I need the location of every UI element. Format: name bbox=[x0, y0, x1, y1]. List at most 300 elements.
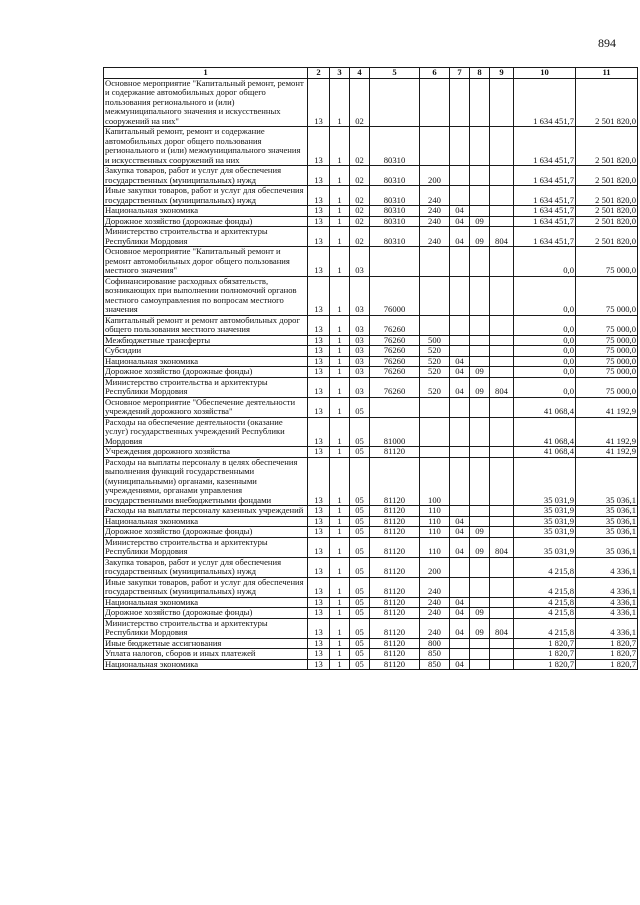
code-section: 13 bbox=[308, 417, 330, 447]
code-ministry bbox=[490, 638, 514, 649]
code-measure: 03 bbox=[350, 276, 370, 315]
code-section: 13 bbox=[308, 227, 330, 247]
amount-year-1: 1 634 451,7 bbox=[514, 78, 576, 127]
code-measure: 05 bbox=[350, 397, 370, 417]
code-chapter bbox=[450, 78, 470, 127]
code-measure: 05 bbox=[350, 577, 370, 597]
code-direction: 76000 bbox=[370, 276, 420, 315]
amount-year-2: 35 036,1 bbox=[576, 506, 638, 517]
table-row bbox=[104, 457, 638, 506]
code-section: 13 bbox=[308, 618, 330, 638]
table-row bbox=[104, 597, 638, 608]
amount-year-1: 1 634 451,7 bbox=[514, 227, 576, 247]
amount-year-2: 4 336,1 bbox=[576, 608, 638, 619]
amount-year-2: 41 192,9 bbox=[576, 447, 638, 458]
row-name: Основное мероприятие "Обеспечение деятельности учреждений дорожного хозяйства" bbox=[104, 397, 308, 417]
amount-year-1: 4 215,8 bbox=[514, 608, 576, 619]
code-expense-type: 100 bbox=[420, 457, 450, 506]
code-subsection bbox=[470, 78, 490, 127]
code-subprogram: 1 bbox=[330, 335, 350, 346]
code-subsection bbox=[470, 506, 490, 517]
code-subsection: 09 bbox=[470, 608, 490, 619]
code-subsection: 09 bbox=[470, 537, 490, 557]
amount-year-2: 2 501 820,0 bbox=[576, 78, 638, 127]
code-measure: 05 bbox=[350, 649, 370, 660]
code-direction: 81120 bbox=[370, 516, 420, 527]
code-expense-type: 200 bbox=[420, 166, 450, 186]
amount-year-1: 35 031,9 bbox=[514, 537, 576, 557]
amount-year-1: 1 634 451,7 bbox=[514, 127, 576, 166]
code-measure: 05 bbox=[350, 537, 370, 557]
code-ministry bbox=[490, 216, 514, 227]
row-name: Министерство строительства и архитектуры Республики Мордовия bbox=[104, 227, 308, 247]
table-row bbox=[104, 527, 638, 538]
amount-year-2: 2 501 820,0 bbox=[576, 127, 638, 166]
code-chapter: 04 bbox=[450, 367, 470, 378]
code-subprogram: 1 bbox=[330, 78, 350, 127]
code-subprogram: 1 bbox=[330, 276, 350, 315]
page-number: 894 bbox=[598, 36, 616, 50]
code-subprogram: 1 bbox=[330, 346, 350, 357]
amount-year-1: 0,0 bbox=[514, 247, 576, 277]
code-subprogram: 1 bbox=[330, 659, 350, 670]
code-chapter bbox=[450, 397, 470, 417]
code-ministry bbox=[490, 335, 514, 346]
code-measure: 05 bbox=[350, 608, 370, 619]
table-row bbox=[104, 447, 638, 458]
code-section: 13 bbox=[308, 206, 330, 217]
amount-year-1: 1 634 451,7 bbox=[514, 206, 576, 217]
code-chapter: 04 bbox=[450, 206, 470, 217]
column-header: 3 bbox=[330, 68, 350, 79]
code-measure: 02 bbox=[350, 78, 370, 127]
table-row bbox=[104, 206, 638, 217]
code-subprogram: 1 bbox=[330, 527, 350, 538]
code-section: 13 bbox=[308, 346, 330, 357]
code-expense-type: 520 bbox=[420, 346, 450, 357]
code-measure: 02 bbox=[350, 206, 370, 217]
code-ministry bbox=[490, 367, 514, 378]
table-row bbox=[104, 356, 638, 367]
table-row bbox=[104, 638, 638, 649]
code-measure: 03 bbox=[350, 377, 370, 397]
code-ministry bbox=[490, 649, 514, 660]
amount-year-2: 41 192,9 bbox=[576, 397, 638, 417]
code-expense-type: 110 bbox=[420, 537, 450, 557]
code-expense-type: 850 bbox=[420, 649, 450, 660]
amount-year-2: 75 000,0 bbox=[576, 315, 638, 335]
amount-year-2: 35 036,1 bbox=[576, 457, 638, 506]
code-chapter: 04 bbox=[450, 608, 470, 619]
code-expense-type: 110 bbox=[420, 527, 450, 538]
code-measure: 03 bbox=[350, 346, 370, 357]
code-ministry bbox=[490, 78, 514, 127]
column-header: 9 bbox=[490, 68, 514, 79]
code-subprogram: 1 bbox=[330, 537, 350, 557]
amount-year-2: 2 501 820,0 bbox=[576, 216, 638, 227]
code-expense-type bbox=[420, 247, 450, 277]
code-subprogram: 1 bbox=[330, 577, 350, 597]
code-subsection bbox=[470, 417, 490, 447]
code-section: 13 bbox=[308, 276, 330, 315]
table-row bbox=[104, 166, 638, 186]
table-row bbox=[104, 557, 638, 577]
code-expense-type bbox=[420, 315, 450, 335]
code-chapter bbox=[450, 127, 470, 166]
table-row bbox=[104, 367, 638, 378]
code-chapter: 04 bbox=[450, 659, 470, 670]
code-subsection bbox=[470, 397, 490, 417]
amount-year-2: 75 000,0 bbox=[576, 276, 638, 315]
amount-year-2: 35 036,1 bbox=[576, 537, 638, 557]
code-subsection bbox=[470, 557, 490, 577]
amount-year-1: 1 634 451,7 bbox=[514, 216, 576, 227]
code-subprogram: 1 bbox=[330, 216, 350, 227]
code-expense-type: 240 bbox=[420, 618, 450, 638]
code-chapter: 04 bbox=[450, 537, 470, 557]
code-direction: 80310 bbox=[370, 216, 420, 227]
code-section: 13 bbox=[308, 127, 330, 166]
row-name: Капитальный ремонт, ремонт и содержание автомобильных дорог общего пользования регионального и (или) межмуниципального значения и искусственных сооружений на них bbox=[104, 127, 308, 166]
code-subsection bbox=[470, 346, 490, 357]
code-direction: 80310 bbox=[370, 186, 420, 206]
amount-year-2: 75 000,0 bbox=[576, 356, 638, 367]
table-row bbox=[104, 315, 638, 335]
table-row bbox=[104, 397, 638, 417]
code-expense-type bbox=[420, 397, 450, 417]
code-direction: 81120 bbox=[370, 577, 420, 597]
code-chapter: 04 bbox=[450, 516, 470, 527]
amount-year-1: 4 215,8 bbox=[514, 577, 576, 597]
row-name: Основное мероприятие "Капитальный ремонт, ремонт и содержание автомобильных дорог общего пользования регионального и (или) межмуниципального значения и искусственных сооружений на них" bbox=[104, 78, 308, 127]
amount-year-1: 4 215,8 bbox=[514, 618, 576, 638]
code-subsection bbox=[470, 577, 490, 597]
amount-year-1: 1 820,7 bbox=[514, 649, 576, 660]
row-name: Закупка товаров, работ и услуг для обеспечения государственных (муниципальных) нужд bbox=[104, 166, 308, 186]
code-subsection bbox=[470, 356, 490, 367]
code-measure: 02 bbox=[350, 227, 370, 247]
row-name: Министерство строительства и архитектуры Республики Мордовия bbox=[104, 618, 308, 638]
table-row bbox=[104, 247, 638, 277]
row-name: Национальная экономика bbox=[104, 206, 308, 217]
code-expense-type: 520 bbox=[420, 367, 450, 378]
row-name: Расходы на выплаты персоналу в целях обеспечения выполнения функций государственными (муниципальными) органами, казенными учреждениями, органами управления государственными внебюджетными фондами bbox=[104, 457, 308, 506]
row-name: Межбюджетные трансферты bbox=[104, 335, 308, 346]
row-name: Иные бюджетные ассигнования bbox=[104, 638, 308, 649]
table-row bbox=[104, 346, 638, 357]
code-subprogram: 1 bbox=[330, 127, 350, 166]
code-section: 13 bbox=[308, 335, 330, 346]
code-chapter: 04 bbox=[450, 216, 470, 227]
budget-table bbox=[103, 67, 638, 670]
amount-year-2: 2 501 820,0 bbox=[576, 206, 638, 217]
code-ministry bbox=[490, 356, 514, 367]
code-section: 13 bbox=[308, 516, 330, 527]
code-direction: 81120 bbox=[370, 597, 420, 608]
code-measure: 05 bbox=[350, 457, 370, 506]
code-subsection bbox=[470, 659, 490, 670]
table-row bbox=[104, 127, 638, 166]
code-subprogram: 1 bbox=[330, 367, 350, 378]
amount-year-2: 41 192,9 bbox=[576, 417, 638, 447]
code-chapter bbox=[450, 506, 470, 517]
amount-year-1: 0,0 bbox=[514, 335, 576, 346]
amount-year-1: 4 215,8 bbox=[514, 597, 576, 608]
code-expense-type: 240 bbox=[420, 186, 450, 206]
code-direction: 80310 bbox=[370, 127, 420, 166]
code-subprogram: 1 bbox=[330, 206, 350, 217]
code-subsection bbox=[470, 597, 490, 608]
code-chapter bbox=[450, 276, 470, 315]
code-section: 13 bbox=[308, 557, 330, 577]
code-ministry bbox=[490, 557, 514, 577]
amount-year-2: 75 000,0 bbox=[576, 377, 638, 397]
code-section: 13 bbox=[308, 377, 330, 397]
table-row bbox=[104, 335, 638, 346]
amount-year-1: 1 820,7 bbox=[514, 638, 576, 649]
code-measure: 05 bbox=[350, 506, 370, 517]
table-row bbox=[104, 377, 638, 397]
code-measure: 05 bbox=[350, 618, 370, 638]
code-subsection bbox=[470, 127, 490, 166]
table-row bbox=[104, 227, 638, 247]
code-subsection: 09 bbox=[470, 377, 490, 397]
code-subsection bbox=[470, 447, 490, 458]
code-ministry bbox=[490, 506, 514, 517]
code-section: 13 bbox=[308, 397, 330, 417]
code-expense-type: 850 bbox=[420, 659, 450, 670]
code-direction: 80310 bbox=[370, 206, 420, 217]
code-measure: 05 bbox=[350, 597, 370, 608]
code-chapter bbox=[450, 649, 470, 660]
code-direction: 81120 bbox=[370, 527, 420, 538]
code-direction: 81120 bbox=[370, 457, 420, 506]
code-direction: 81120 bbox=[370, 557, 420, 577]
code-measure: 02 bbox=[350, 216, 370, 227]
code-ministry bbox=[490, 597, 514, 608]
code-ministry bbox=[490, 397, 514, 417]
table-row bbox=[104, 577, 638, 597]
code-subprogram: 1 bbox=[330, 227, 350, 247]
row-name: Дорожное хозяйство (дорожные фонды) bbox=[104, 608, 308, 619]
table-row bbox=[104, 649, 638, 660]
code-direction: 81120 bbox=[370, 659, 420, 670]
code-ministry: 804 bbox=[490, 618, 514, 638]
row-name: Основное мероприятие "Капитальный ремонт и ремонт автомобильных дорог общего пользования местного значения" bbox=[104, 247, 308, 277]
code-expense-type bbox=[420, 447, 450, 458]
amount-year-2: 35 036,1 bbox=[576, 516, 638, 527]
code-direction: 80310 bbox=[370, 227, 420, 247]
code-section: 13 bbox=[308, 247, 330, 277]
table-row bbox=[104, 216, 638, 227]
code-subprogram: 1 bbox=[330, 377, 350, 397]
code-ministry bbox=[490, 186, 514, 206]
code-chapter: 04 bbox=[450, 597, 470, 608]
amount-year-2: 75 000,0 bbox=[576, 335, 638, 346]
code-section: 13 bbox=[308, 577, 330, 597]
row-name: Иные закупки товаров, работ и услуг для обеспечения государственных (муниципальных) нужд bbox=[104, 186, 308, 206]
code-section: 13 bbox=[308, 659, 330, 670]
code-section: 13 bbox=[308, 527, 330, 538]
code-ministry bbox=[490, 659, 514, 670]
code-section: 13 bbox=[308, 457, 330, 506]
row-name: Расходы на обеспечение деятельности (оказание услуг) государственных учреждений Республики Мордовия bbox=[104, 417, 308, 447]
code-expense-type: 110 bbox=[420, 516, 450, 527]
code-direction: 81120 bbox=[370, 506, 420, 517]
code-expense-type bbox=[420, 78, 450, 127]
code-expense-type: 240 bbox=[420, 577, 450, 597]
code-subprogram: 1 bbox=[330, 417, 350, 447]
column-header: 5 bbox=[370, 68, 420, 79]
code-section: 13 bbox=[308, 166, 330, 186]
code-subsection bbox=[470, 457, 490, 506]
code-measure: 03 bbox=[350, 247, 370, 277]
code-ministry bbox=[490, 247, 514, 277]
code-chapter: 04 bbox=[450, 227, 470, 247]
code-measure: 03 bbox=[350, 367, 370, 378]
amount-year-2: 2 501 820,0 bbox=[576, 227, 638, 247]
code-ministry bbox=[490, 166, 514, 186]
amount-year-1: 4 215,8 bbox=[514, 557, 576, 577]
row-name: Уплата налогов, сборов и иных платежей bbox=[104, 649, 308, 660]
code-subprogram: 1 bbox=[330, 397, 350, 417]
code-chapter bbox=[450, 557, 470, 577]
code-chapter: 04 bbox=[450, 356, 470, 367]
row-name: Учреждения дорожного хозяйства bbox=[104, 447, 308, 458]
code-ministry bbox=[490, 315, 514, 335]
row-name: Софинансирование расходных обязательств, возникающих при выполнении полномочий органов местного самоуправления по вопросам местного значения bbox=[104, 276, 308, 315]
code-subprogram: 1 bbox=[330, 447, 350, 458]
code-chapter bbox=[450, 335, 470, 346]
code-subprogram: 1 bbox=[330, 597, 350, 608]
amount-year-2: 35 036,1 bbox=[576, 527, 638, 538]
code-chapter bbox=[450, 457, 470, 506]
code-measure: 05 bbox=[350, 638, 370, 649]
amount-year-1: 1 820,7 bbox=[514, 659, 576, 670]
code-expense-type: 800 bbox=[420, 638, 450, 649]
column-header: 7 bbox=[450, 68, 470, 79]
code-chapter bbox=[450, 577, 470, 597]
code-ministry bbox=[490, 346, 514, 357]
amount-year-1: 0,0 bbox=[514, 276, 576, 315]
code-subprogram: 1 bbox=[330, 356, 350, 367]
code-section: 13 bbox=[308, 608, 330, 619]
code-direction: 76260 bbox=[370, 356, 420, 367]
code-direction: 81120 bbox=[370, 537, 420, 557]
code-subsection: 09 bbox=[470, 618, 490, 638]
code-subprogram: 1 bbox=[330, 247, 350, 277]
code-expense-type: 520 bbox=[420, 356, 450, 367]
amount-year-2: 75 000,0 bbox=[576, 346, 638, 357]
code-subsection: 09 bbox=[470, 216, 490, 227]
row-name: Дорожное хозяйство (дорожные фонды) bbox=[104, 527, 308, 538]
code-measure: 05 bbox=[350, 447, 370, 458]
code-direction bbox=[370, 397, 420, 417]
code-ministry bbox=[490, 206, 514, 217]
column-header: 10 bbox=[514, 68, 576, 79]
code-subsection: 09 bbox=[470, 367, 490, 378]
column-header: 4 bbox=[350, 68, 370, 79]
table-row bbox=[104, 659, 638, 670]
amount-year-1: 35 031,9 bbox=[514, 527, 576, 538]
table-row bbox=[104, 608, 638, 619]
code-subprogram: 1 bbox=[330, 638, 350, 649]
code-subsection bbox=[470, 335, 490, 346]
code-section: 13 bbox=[308, 447, 330, 458]
code-direction bbox=[370, 78, 420, 127]
table-row bbox=[104, 516, 638, 527]
amount-year-2: 1 820,7 bbox=[576, 659, 638, 670]
code-section: 13 bbox=[308, 537, 330, 557]
code-expense-type: 110 bbox=[420, 506, 450, 517]
code-subprogram: 1 bbox=[330, 506, 350, 517]
code-subsection bbox=[470, 186, 490, 206]
table-row bbox=[104, 417, 638, 447]
code-subprogram: 1 bbox=[330, 186, 350, 206]
code-section: 13 bbox=[308, 356, 330, 367]
column-header: 1 bbox=[104, 68, 308, 79]
code-expense-type: 240 bbox=[420, 227, 450, 247]
amount-year-1: 0,0 bbox=[514, 356, 576, 367]
code-expense-type: 240 bbox=[420, 597, 450, 608]
amount-year-1: 0,0 bbox=[514, 315, 576, 335]
code-ministry bbox=[490, 527, 514, 538]
code-subprogram: 1 bbox=[330, 618, 350, 638]
code-subprogram: 1 bbox=[330, 166, 350, 186]
row-name: Расходы на выплаты персоналу казенных учреждений bbox=[104, 506, 308, 517]
code-measure: 03 bbox=[350, 335, 370, 346]
amount-year-2: 1 820,7 bbox=[576, 638, 638, 649]
code-expense-type: 500 bbox=[420, 335, 450, 346]
code-chapter bbox=[450, 638, 470, 649]
code-measure: 05 bbox=[350, 417, 370, 447]
amount-year-1: 1 634 451,7 bbox=[514, 166, 576, 186]
code-subprogram: 1 bbox=[330, 608, 350, 619]
code-subsection bbox=[470, 516, 490, 527]
amount-year-1: 0,0 bbox=[514, 367, 576, 378]
row-name: Национальная экономика bbox=[104, 516, 308, 527]
column-header: 2 bbox=[308, 68, 330, 79]
code-subprogram: 1 bbox=[330, 649, 350, 660]
code-section: 13 bbox=[308, 186, 330, 206]
code-subsection bbox=[470, 649, 490, 660]
code-ministry bbox=[490, 447, 514, 458]
code-measure: 05 bbox=[350, 557, 370, 577]
code-expense-type: 520 bbox=[420, 377, 450, 397]
amount-year-1: 41 068,4 bbox=[514, 417, 576, 447]
amount-year-1: 35 031,9 bbox=[514, 457, 576, 506]
table-row bbox=[104, 186, 638, 206]
code-subprogram: 1 bbox=[330, 315, 350, 335]
row-name: Министерство строительства и архитектуры Республики Мордовия bbox=[104, 537, 308, 557]
code-expense-type bbox=[420, 417, 450, 447]
code-chapter bbox=[450, 166, 470, 186]
amount-year-1: 35 031,9 bbox=[514, 506, 576, 517]
code-section: 13 bbox=[308, 216, 330, 227]
table-row bbox=[104, 78, 638, 127]
code-direction: 76260 bbox=[370, 315, 420, 335]
code-subsection bbox=[470, 315, 490, 335]
amount-year-1: 1 634 451,7 bbox=[514, 186, 576, 206]
code-subsection bbox=[470, 247, 490, 277]
amount-year-2: 2 501 820,0 bbox=[576, 186, 638, 206]
code-direction: 76260 bbox=[370, 346, 420, 357]
code-subprogram: 1 bbox=[330, 457, 350, 506]
amount-year-2: 75 000,0 bbox=[576, 247, 638, 277]
code-chapter bbox=[450, 315, 470, 335]
code-subsection bbox=[470, 638, 490, 649]
code-expense-type: 200 bbox=[420, 557, 450, 577]
